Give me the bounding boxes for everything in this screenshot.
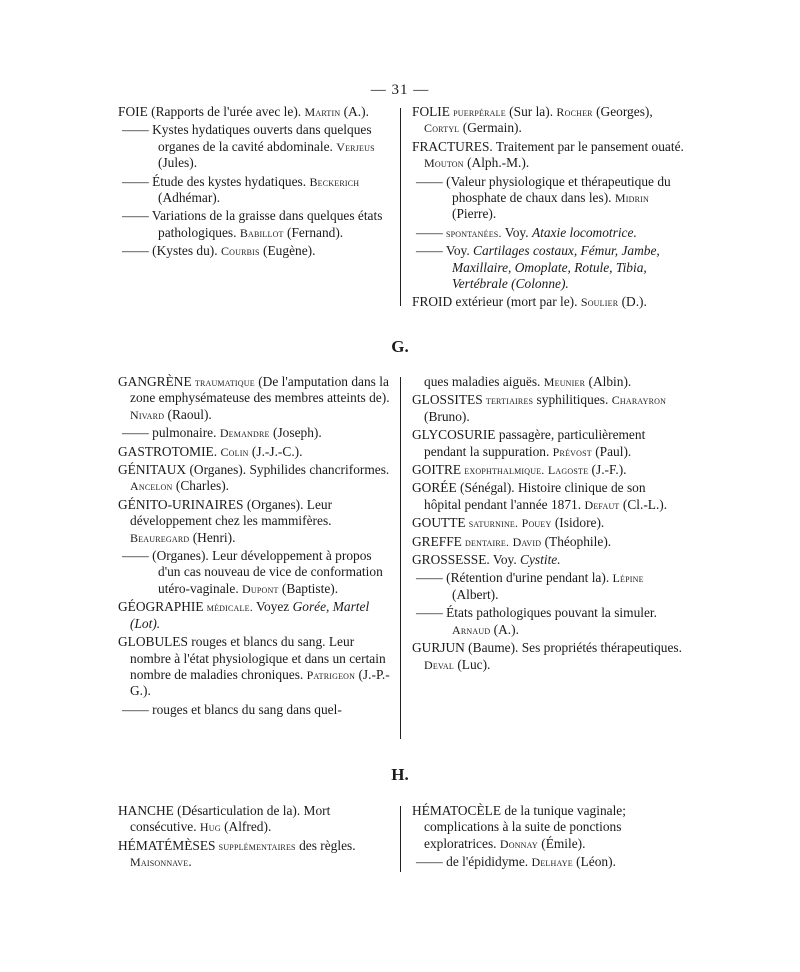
index-entry	[412, 174, 684, 223]
index-entry	[412, 803, 684, 852]
entry-author: Delhaye	[531, 855, 573, 870]
entry-dash: ——	[416, 605, 443, 621]
g-left-column	[118, 374, 390, 720]
entry-author-initials: (Raoul).	[164, 406, 212, 422]
entry-author-initials: (J.-J.-C.).	[248, 443, 303, 459]
entry-dash: ——	[122, 122, 149, 138]
entry-qualifier: spontanées.	[442, 225, 502, 240]
entry-author-initials: (Germain).	[459, 120, 522, 136]
entry-headword: HÉMATOCÈLE	[412, 803, 502, 818]
entry-text: Voy.	[501, 224, 532, 240]
entry-text: (Kystes du).	[148, 243, 221, 259]
index-entry	[412, 605, 684, 638]
index-entry	[412, 392, 684, 425]
entry-text: rouges et blancs du sang. Leur nombre à l'état physiologique et dans un certain nombre de maladies chroniques.	[130, 634, 386, 682]
entry-headword: GOUTTE	[412, 515, 466, 531]
index-entry	[118, 208, 390, 241]
index-entry	[118, 104, 390, 120]
entry-reference: Gorée, Martel (Lot).	[130, 599, 370, 631]
index-entry	[118, 599, 390, 632]
entry-headword: GLOBULES	[118, 634, 188, 650]
entry-dash: ——	[416, 224, 443, 240]
entry-author-initials: (Luc).	[453, 656, 491, 672]
index-entry	[412, 374, 684, 390]
column-divider	[400, 377, 401, 739]
index-entry	[118, 462, 390, 495]
entry-author-initials: (Henri).	[189, 529, 236, 545]
entry-dash: ——	[122, 701, 149, 717]
entry-headword: GROSSESSE.	[412, 552, 490, 568]
entry-author: Colin	[220, 444, 249, 459]
entry-author: Donnay	[499, 836, 538, 851]
entry-author: Maisonnave	[130, 855, 189, 870]
section-heading-h: H.	[391, 765, 409, 784]
entry-qualifier: exophthalmique.	[461, 463, 545, 478]
entry-author-initials: (J.-F.).	[588, 462, 627, 478]
entry-author: Beckerich	[309, 174, 360, 189]
entry-author-initials: (Joseph).	[269, 425, 322, 441]
entry-text: (Rapports de l'urée avec le).	[147, 104, 305, 119]
index-entry	[412, 570, 684, 603]
entry-text: (Organes). Leur développement à propos d'un cas nouveau de vice de conformation utéro-vaginale.	[148, 548, 383, 596]
entry-author: Beauregard	[130, 530, 190, 545]
entry-text: (Baume). Ses propriétés thérapeutiques.	[464, 640, 682, 656]
h-right-column	[412, 803, 684, 873]
entry-author-initials: (Bruno).	[424, 408, 470, 424]
entry-reference: Cystite.	[520, 552, 561, 568]
entry-text: (Organes). Syphilides chancriformes.	[186, 462, 390, 478]
entry-headword: GURJUN	[412, 640, 465, 656]
entry-headword: GANGRÈNE	[118, 374, 192, 389]
index-entry	[412, 552, 684, 568]
entry-headword: GLYCOSURIE	[412, 427, 496, 443]
index-entry	[412, 139, 684, 172]
entry-headword: GASTROTOMIE.	[118, 443, 218, 459]
entry-dash: ——	[122, 208, 149, 224]
entry-author: Defaut	[584, 497, 620, 512]
index-entry	[118, 122, 390, 171]
entry-dash: ——	[416, 243, 443, 259]
entry-dash: ——	[122, 243, 149, 259]
entry-headword: GOITRE	[412, 462, 462, 478]
index-entry	[118, 425, 390, 441]
entry-author-initials: (Georges),	[592, 104, 653, 119]
index-entry	[118, 702, 390, 718]
entry-dash: ——	[416, 173, 443, 189]
entry-author-initials: (Baptiste).	[278, 580, 339, 596]
entry-author-initials: (J.-P.-G.).	[130, 666, 390, 699]
entry-text: Voy.	[489, 552, 521, 568]
g-right-column	[412, 374, 684, 675]
index-entry	[118, 243, 390, 259]
entry-author: Midrin	[614, 191, 649, 206]
entry-headword: FROID	[412, 294, 453, 310]
entry-text: (Désarticulation de la). Mort consécutive.	[130, 803, 331, 835]
index-entry	[412, 427, 684, 460]
entry-headword: GLOSSITES	[412, 392, 483, 408]
entry-author: Dupont	[242, 581, 279, 596]
entry-text: Voy.	[442, 243, 474, 259]
entry-dash: ——	[122, 425, 149, 441]
entry-author-initials: (Paul).	[591, 443, 632, 459]
index-entry	[412, 854, 684, 870]
entry-text: Voyez	[252, 599, 293, 615]
entry-author: Ancelon	[130, 479, 173, 494]
index-entry	[412, 225, 684, 241]
entry-headword: GÉOGRAPHIE	[118, 599, 204, 615]
entry-author: Meunier	[543, 375, 586, 389]
column-divider	[400, 108, 401, 306]
entry-author: Demandre	[219, 426, 270, 441]
entry-author-initials: (Pierre).	[452, 206, 497, 222]
f-left-column	[118, 104, 390, 262]
entry-author: Prévost	[552, 444, 592, 459]
entry-author-initials: (Eugène).	[259, 243, 316, 259]
entry-headword: GÉNITO-URINAIRES	[118, 496, 244, 512]
entry-author-initials: (Théophile).	[541, 533, 612, 549]
entry-text: des règles.	[295, 837, 356, 853]
entry-author: Soulier	[580, 295, 619, 310]
entry-author: Patrigeon	[306, 667, 356, 682]
index-entry	[118, 374, 390, 423]
entry-author: Cortyl	[424, 121, 460, 136]
entry-headword: FOLIE	[412, 104, 450, 119]
entry-text: de la tunique vaginale; complications à la suite de ponctions exploratrices.	[424, 803, 626, 851]
entry-text: syphilitiques.	[533, 392, 612, 408]
entry-author: Mouton	[424, 156, 464, 171]
entry-headword: HÉMATÉMÈSES	[118, 837, 216, 853]
entry-text: ques maladies aiguës.	[424, 374, 544, 389]
entry-author: Charayron	[611, 393, 667, 408]
index-entry	[118, 838, 390, 871]
index-entry	[412, 515, 684, 531]
entry-author-initials: (Albin).	[585, 374, 632, 389]
index-entry	[118, 497, 390, 546]
entry-author: Pouey	[521, 516, 552, 531]
entry-author: Lagoste	[547, 463, 589, 478]
entry-qualifier: médicale.	[203, 600, 253, 615]
entry-author-initials: (Adhémar).	[158, 190, 221, 206]
section-heading-g: G.	[391, 337, 409, 356]
entry-author: Deval	[424, 657, 454, 672]
entry-text: Étude des kystes hydatiques.	[148, 173, 310, 189]
entry-author-initials: (Fernand).	[283, 224, 344, 240]
entry-text: Variations de la graisse dans quelques états pathologiques.	[148, 208, 383, 240]
entry-text: (De l'amputation dans la zone emphysémateuse des membres atteints de).	[130, 374, 390, 406]
entry-author-initials: (A.).	[490, 621, 519, 637]
column-divider	[400, 806, 401, 872]
entry-text: Traitement par le pansement ouaté.	[492, 138, 684, 154]
index-entry	[412, 243, 684, 292]
entry-reference: Cartilages costaux, Fémur, Jambe, Maxillaire, Omoplate, Rotule, Tibia, Vertébrale (Colonne).	[452, 243, 660, 292]
entry-qualifier: tertiaires	[482, 393, 534, 408]
index-entry	[118, 803, 390, 836]
entry-headword: GORÉE	[412, 480, 457, 496]
entry-text: rouges et blancs du sang dans quel-	[148, 701, 342, 717]
entry-qualifier: traumatique	[191, 375, 255, 389]
entry-author-initials: (Cl.-L.).	[619, 496, 668, 512]
entry-text: passagère, particulièrement pendant la suppuration.	[424, 427, 646, 459]
entry-author-initials: (Jules).	[158, 155, 198, 171]
entry-author-initials: (Charles).	[172, 478, 230, 494]
entry-headword: HANCHE	[118, 803, 174, 818]
h-left-column	[118, 803, 390, 873]
entry-headword: FOIE	[118, 104, 148, 119]
index-entry	[412, 104, 684, 137]
entry-author-initials: (Alfred).	[220, 819, 272, 835]
index-entry	[412, 640, 684, 673]
entry-qualifier: saturnine.	[465, 516, 519, 531]
index-entry	[118, 444, 390, 460]
entry-author: Arnaud	[452, 622, 491, 637]
index-entry	[118, 548, 390, 597]
entry-text: de l'épididyme.	[442, 854, 532, 870]
entry-author-initials: (Léon).	[572, 854, 616, 870]
entry-author: Courbis	[220, 244, 260, 259]
entry-text: (Sur la).	[505, 104, 557, 119]
index-entry	[118, 634, 390, 700]
entry-dash: ——	[416, 570, 443, 586]
entry-author: Rocher	[556, 105, 593, 119]
entry-dash: ——	[122, 548, 149, 564]
entry-author-initials: (Albert).	[452, 586, 499, 602]
entry-author: Nivard	[130, 407, 165, 422]
entry-author: Verjeus	[336, 139, 375, 154]
entry-dash: ——	[122, 173, 149, 189]
entry-author-initials: (Alph.-M.).	[463, 155, 530, 171]
entry-text: Kystes hydatiques ouverts dans quelques organes de la cavité abdominale.	[148, 122, 372, 154]
entry-text: extérieur (mort par le).	[452, 294, 581, 310]
entry-author: Lépine	[612, 571, 644, 586]
index-entry	[412, 480, 684, 513]
entry-text: États pathologiques pouvant la simuler.	[442, 605, 657, 621]
entry-text: (Organes). Leur développement chez les mammifères.	[130, 496, 333, 529]
entry-author-initials: .	[188, 854, 192, 870]
entry-text: pulmonaire.	[148, 425, 220, 441]
entry-reference: Ataxie locomotrice.	[531, 224, 637, 240]
entry-headword: GREFFE	[412, 533, 462, 549]
entry-text: (Rétention d'urine pendant la).	[442, 570, 613, 586]
entry-author-initials: (D.).	[618, 294, 647, 310]
entry-author-initials: (A.).	[340, 104, 369, 119]
entry-author-initials: (Émile).	[537, 835, 586, 851]
page-number: — 31 —	[370, 82, 430, 98]
entry-text: (Valeur physiologique et thérapeutique du phosphate de chaux dans les).	[442, 173, 671, 206]
entry-qualifier: puerpérale	[449, 105, 506, 119]
entry-headword: GÉNITAUX	[118, 462, 187, 478]
entry-headword: FRACTURES.	[412, 138, 493, 154]
entry-text: (Sénégal). Histoire clinique de son hôpital pendant l'année 1871.	[424, 480, 646, 512]
f-right-column	[412, 104, 684, 313]
entry-author: Martin	[304, 105, 341, 119]
index-entry	[412, 294, 684, 310]
index-entry	[118, 174, 390, 207]
entry-author: David	[512, 534, 542, 549]
entry-author: Babillot	[239, 225, 284, 240]
entry-author-initials: (Isidore).	[551, 515, 605, 531]
index-entry	[412, 462, 684, 478]
entry-dash: ——	[416, 854, 443, 870]
entry-author: Hug	[199, 820, 221, 835]
entry-qualifier: supplémentaires	[215, 838, 296, 853]
index-entry	[412, 534, 684, 550]
entry-qualifier: dentaire.	[461, 534, 510, 549]
